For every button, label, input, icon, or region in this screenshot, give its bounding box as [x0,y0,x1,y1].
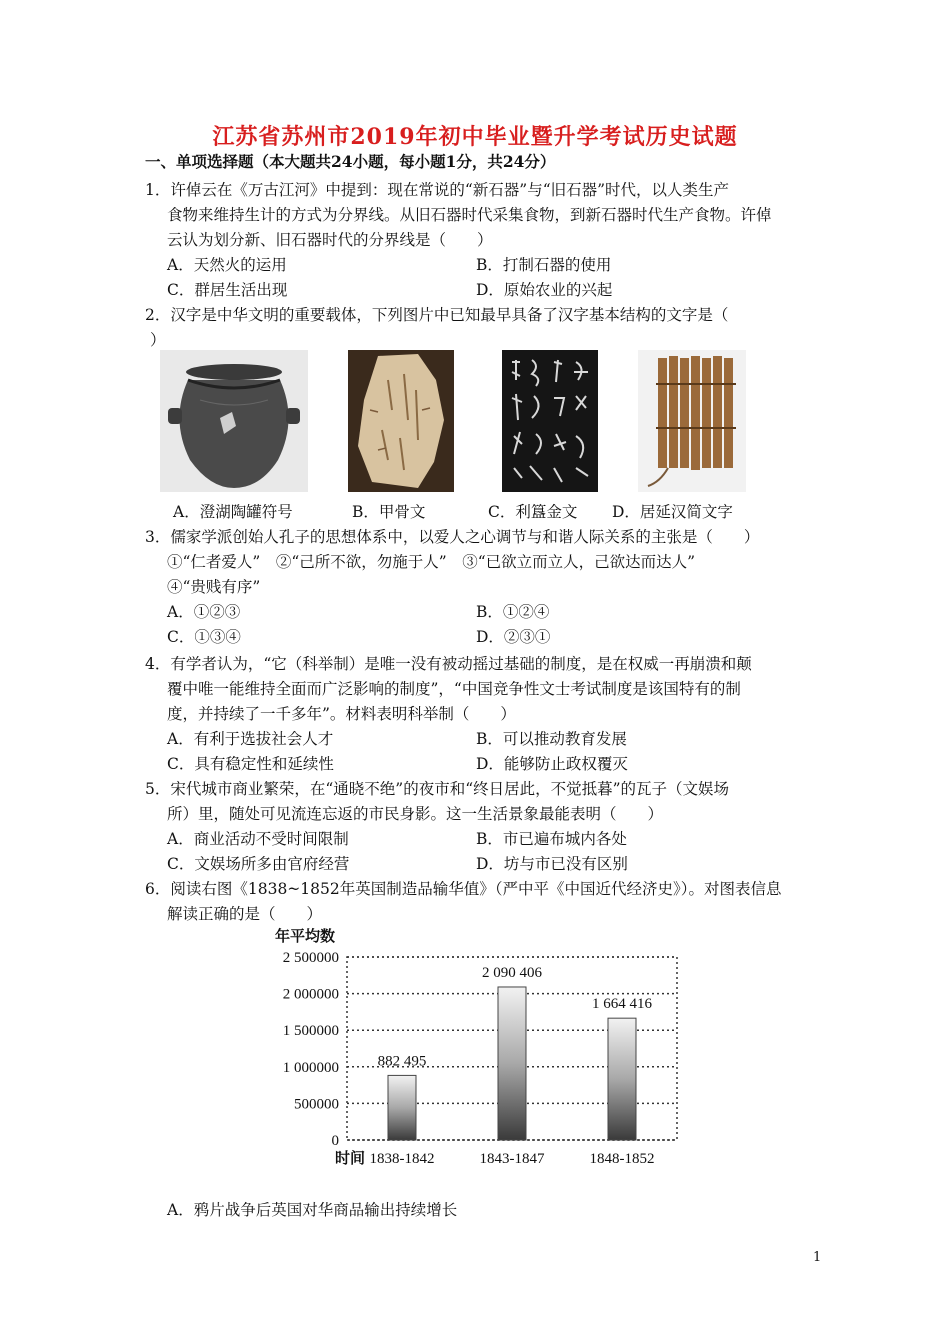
q3-option-c: C．①③④ [167,628,241,646]
bamboo-slips-image [638,350,746,492]
q2-line-2: ） [150,331,166,349]
x-tick-label: 1848-1852 [589,1151,655,1167]
q5-line-1: 5．宋代城市商业繁荣，在“通晓不绝”的夜市和“终日居此，不觉抵暮”的瓦子（文娱场 [145,780,730,798]
q3-option-b: B．①②④ [476,603,550,621]
q4-option-a: A．有利于选拔社会人才 [167,730,334,748]
section-heading: 一、单项选择题（本大题共24小题，每小题1分，共24分） [145,152,556,171]
q3-option-a: A．①②③ [167,603,241,621]
export-value-bar-chart [265,925,705,1185]
q4-line-2: 覆中唯一能维持全面而广泛影响的制度”，“中国竞争性文士考试制度是该国特有的制 [167,680,741,698]
q1-line-2: 食物来维持生计的方式为分界线。从旧石器时代采集食物，到新石器时代生产食物。许倬 [167,206,772,224]
data-label: 1 664 416 [592,996,652,1013]
y-tick-label: 500000 [294,1096,339,1113]
q2-caption-a: A．澄湖陶罐符号 [173,503,293,521]
bar-1848-1852 [608,1018,636,1140]
y-tick-label: 2 500000 [282,950,339,966]
q2-line-1: 2．汉字是中华文明的重要载体，下列图片中已知最早具备了汉字基本结构的文字是（ [145,306,729,324]
q1-option-a: A．天然火的运用 [167,256,287,274]
q1-option-b: B．打制石器的使用 [476,256,612,274]
q5-line-2: 所）里，随处可见流连忘返的市民身影。这一生活景象最能表明（ ） [167,805,664,823]
page-number: 1 [813,1250,822,1265]
y-axis-label: 年平均数 [275,929,336,945]
q2-caption-d: D．居延汉简文字 [612,503,733,521]
data-label: 2 090 406 [482,964,542,981]
y-tick-label: 2 000000 [282,986,339,1003]
y-tick-label: 1 500000 [282,1023,339,1040]
q5-option-d: D．坊与市已没有区别 [476,855,628,873]
q6-line-2: 解读正确的是（ ） [167,905,323,923]
q1-line-3: 云认为划分新、旧石器时代的分界线是（ ） [167,231,493,249]
q1-option-d: D．原始农业的兴起 [476,281,613,299]
data-label: 882 495 [377,1053,427,1070]
q3-line-1: 3．儒家学派创始人孔子的思想体系中，以爱人之心调节与和谐人际关系的主张是（ ） [145,528,760,546]
q4-option-d: D．能够防止政权覆灭 [476,755,628,773]
q6-line-1: 6．阅读右图《1838~1852年英国制造品输华值》（严中平《中国近代经济史》）。对图表信息 [145,880,782,898]
bar-1838-1842 [388,1075,416,1140]
x-tick-label: 1838-1842 [369,1151,435,1167]
y-tick-label: 0 [331,1133,339,1149]
pottery-jar-image [160,350,308,492]
q4-option-c: C．具有稳定性和延续性 [167,755,334,773]
q5-option-a: A．商业活动不受时间限制 [167,830,349,848]
x-axis-label: 时间 [335,1151,366,1167]
q2-caption-c: C．利簋金文 [488,503,578,521]
q1-option-c: C．群居生活出现 [167,281,288,299]
q4-option-b: B．可以推动教育发展 [476,730,627,748]
bronze-inscription-image [502,350,598,492]
q3-line-2: ①“仁者爱人” ②“己所不欲，勿施于人” ③“已欲立而立人，己欲达而达人” [167,553,696,571]
q3-line-3: ④“贵贱有序” [167,578,261,596]
bar-1843-1847 [498,987,526,1140]
page-title: 江苏省苏州市2019年初中毕业暨升学考试历史试题 [212,124,738,150]
q4-line-3: 度，并持续了一千多年”。材料表明科举制（ ） [167,705,516,723]
q2-caption-b: B．甲骨文 [352,503,426,521]
q6-option-a: A．鸦片战争后英国对华商品输出持续增长 [167,1201,458,1219]
q4-line-1: 4．有学者认为，“它（科举制）是唯一没有被动摇过基础的制度，是在权威一再崩溃和颠 [145,655,752,673]
oracle-bone-image [348,350,454,492]
q5-option-c: C．文娱场所多由官府经营 [167,855,350,873]
x-tick-label: 1843-1847 [479,1151,545,1167]
q1-line-1: 1．许倬云在《万古江河》中提到：现在常说的“新石器”与“旧石器”时代，以人类生产 [145,181,730,199]
y-tick-label: 1 000000 [282,1059,339,1076]
q3-option-d: D．②③① [476,628,551,646]
q5-option-b: B．市已遍布城内各处 [476,830,627,848]
